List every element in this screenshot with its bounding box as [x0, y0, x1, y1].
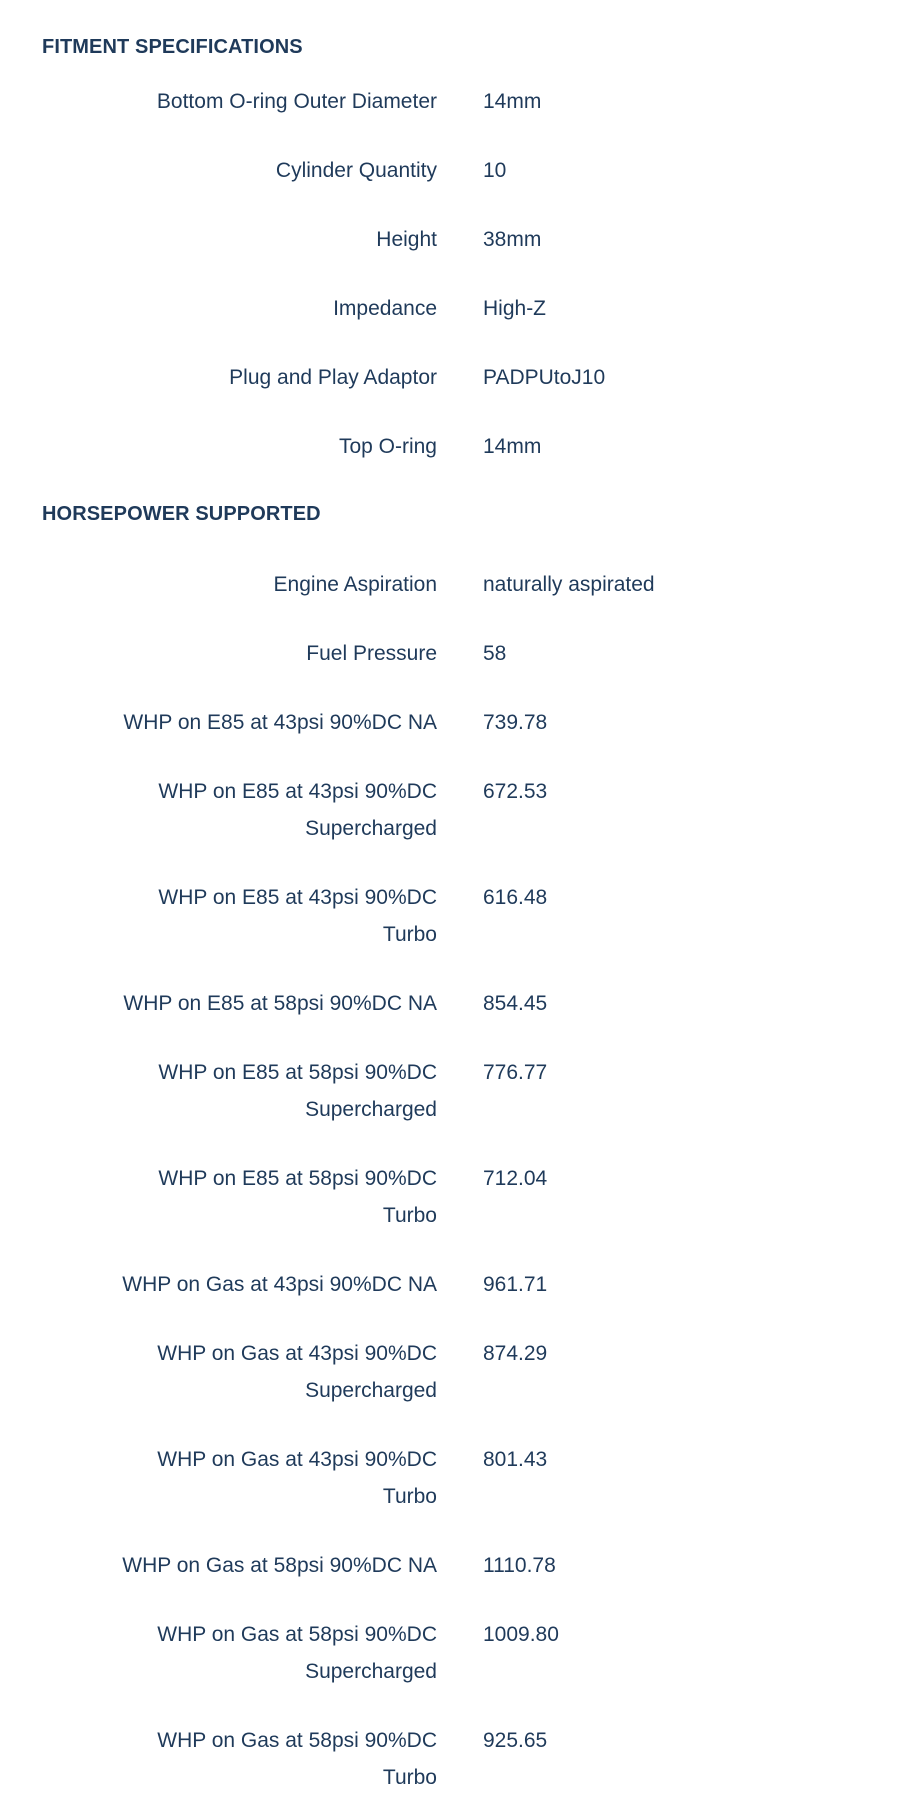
- spec-label: Cylinder Quantity: [275, 159, 437, 182]
- spec-row: [0, 414, 918, 483]
- section-title-fitment: FITMENT SPECIFICATIONS: [42, 36, 303, 58]
- spec-row: [0, 690, 918, 759]
- spec-value: naturally aspirated: [483, 573, 655, 596]
- spec-row: [0, 1602, 918, 1708]
- fitment-spec-table: [0, 69, 918, 483]
- spec-label: WHP on Gas at 43psi 90%DC Turbo: [157, 1448, 437, 1508]
- spec-label: WHP on Gas at 58psi 90%DC Supercharged: [157, 1623, 437, 1683]
- spec-value: 739.78: [483, 711, 548, 734]
- spec-label: WHP on E85 at 43psi 90%DC NA: [123, 711, 437, 734]
- spec-row: [0, 1533, 918, 1602]
- spec-value: 38mm: [483, 228, 542, 251]
- spec-label: WHP on E85 at 58psi 90%DC Supercharged: [158, 1061, 437, 1121]
- spec-value: 1009.80: [483, 1623, 559, 1646]
- spec-label: WHP on E85 at 58psi 90%DC Turbo: [158, 1167, 437, 1227]
- spec-label: WHP on Gas at 43psi 90%DC Supercharged: [157, 1342, 437, 1402]
- spec-value: 776.77: [483, 1061, 548, 1084]
- spec-label: WHP on E85 at 43psi 90%DC Turbo: [158, 886, 437, 946]
- spec-label: WHP on Gas at 43psi 90%DC NA: [122, 1273, 437, 1296]
- spec-row: [0, 1708, 918, 1814]
- spec-label: WHP on Gas at 58psi 90%DC Turbo: [157, 1729, 437, 1789]
- section-title-horsepower: HORSEPOWER SUPPORTED: [42, 503, 321, 525]
- spec-row: [0, 138, 918, 207]
- spec-label: WHP on Gas at 58psi 90%DC NA: [122, 1554, 437, 1577]
- spec-row: [0, 1321, 918, 1427]
- spec-row: [0, 345, 918, 414]
- spec-value: 58: [483, 642, 507, 665]
- spec-value: 854.45: [483, 992, 548, 1015]
- spec-label: WHP on E85 at 43psi 90%DC Supercharged: [158, 780, 437, 840]
- spec-row: [0, 552, 918, 621]
- spec-row: [0, 621, 918, 690]
- spec-row: [0, 1427, 918, 1533]
- spec-value: 14mm: [483, 90, 542, 113]
- spec-row: [0, 276, 918, 345]
- spec-label: Fuel Pressure: [306, 642, 437, 665]
- spec-value: 925.65: [483, 1729, 548, 1752]
- spec-value: 10: [483, 159, 507, 182]
- spec-label: Height: [376, 228, 437, 251]
- spec-label: Plug and Play Adaptor: [229, 366, 437, 389]
- spec-value: 616.48: [483, 886, 548, 909]
- spec-label: Bottom O-ring Outer Diameter: [156, 90, 437, 113]
- spec-label: WHP on E85 at 58psi 90%DC NA: [123, 992, 437, 1015]
- spec-row: [0, 971, 918, 1040]
- spec-label: Impedance: [333, 297, 437, 320]
- spec-row: [0, 1146, 918, 1252]
- spec-value: High-Z: [483, 297, 547, 320]
- spec-label: Engine Aspiration: [273, 573, 437, 596]
- spec-row: [0, 207, 918, 276]
- spec-value: 672.53: [483, 780, 548, 803]
- spec-row: [0, 1040, 918, 1146]
- spec-value: 712.04: [483, 1167, 548, 1190]
- spec-row: [0, 865, 918, 971]
- spec-value: 14mm: [483, 435, 542, 458]
- spec-row: [0, 759, 918, 865]
- spec-value: 874.29: [483, 1342, 548, 1365]
- spec-value: 961.71: [483, 1273, 548, 1296]
- spec-value: 801.43: [483, 1448, 548, 1471]
- spec-value: 1110.78: [483, 1554, 556, 1577]
- spec-row: [0, 69, 918, 138]
- horsepower-spec-table: [0, 552, 918, 1814]
- spec-label: Top O-ring: [338, 435, 437, 458]
- spec-row: [0, 1252, 918, 1321]
- spec-value: PADPUtoJ10: [483, 366, 606, 389]
